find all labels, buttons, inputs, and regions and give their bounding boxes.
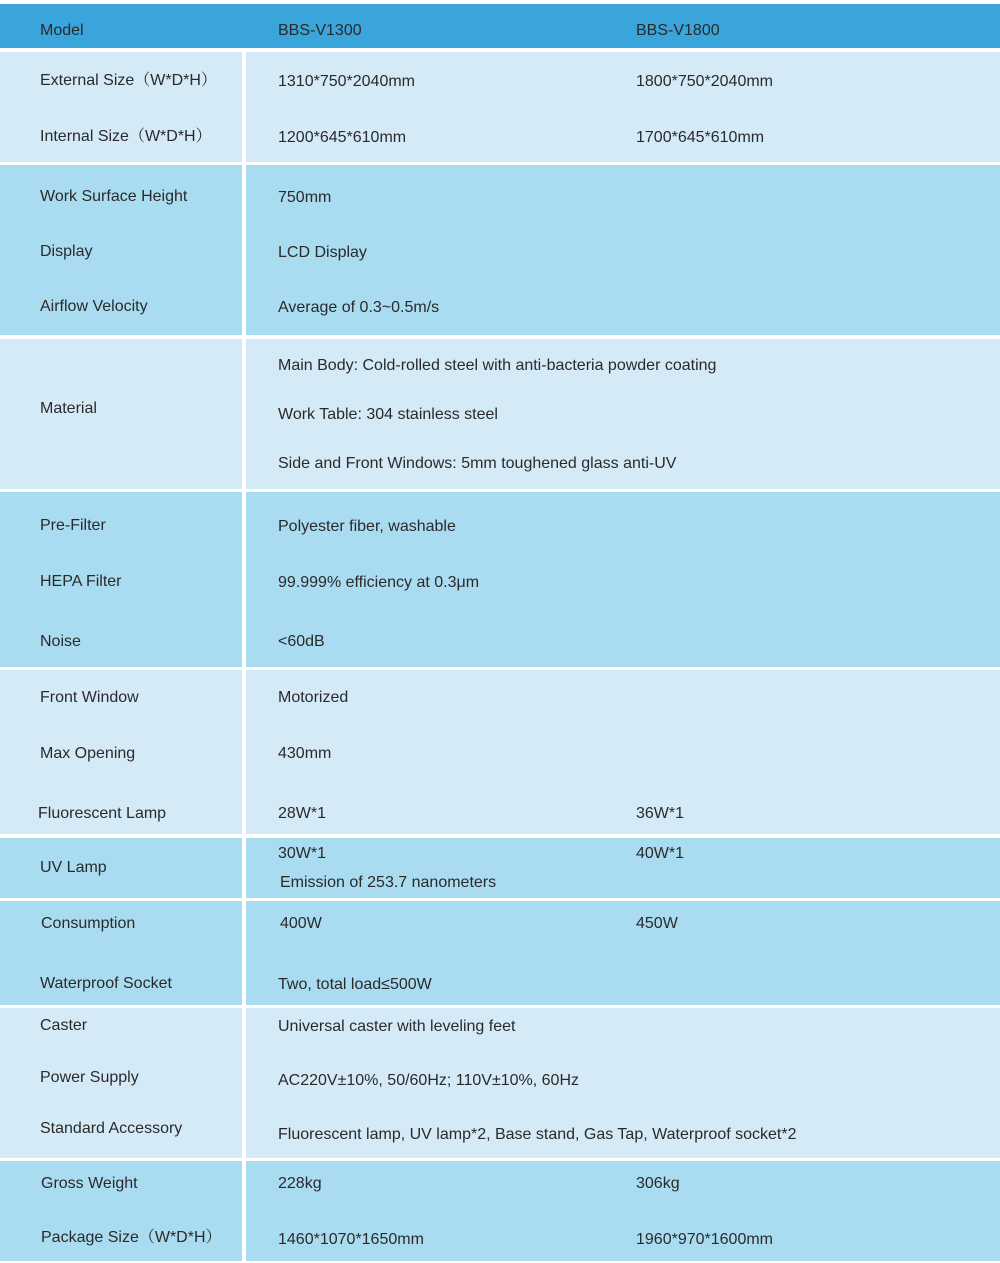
material-windows: Side and Front Windows: 5mm toughened glass anti-UV	[278, 455, 677, 472]
gross-weight-a: 228kg	[278, 1175, 322, 1192]
uv-lamp-section	[0, 838, 1000, 898]
consumption-a: 400W	[280, 915, 322, 932]
external-size-a: 1310*750*2040mm	[278, 73, 415, 90]
uv-lamp-a: 30W*1	[278, 845, 327, 862]
uv-lamp-note: Emission of 253.7 nanometers	[280, 874, 497, 891]
material-section	[0, 339, 1000, 489]
caster-value: Universal caster with leveling feet	[278, 1018, 516, 1035]
airflow-velocity-label: Airflow Velocity	[40, 298, 148, 315]
standard-accessory-value: Fluorescent lamp, UV lamp*2, Base stand, Gas Tap, Waterproof socket*2	[278, 1126, 797, 1143]
max-opening-label: Max Opening	[40, 745, 136, 762]
front-window-label: Front Window	[40, 689, 139, 706]
gross-weight-b: 306kg	[636, 1175, 680, 1192]
external-size-label: External Size（W*D*H）	[40, 72, 217, 89]
size-section	[0, 52, 1000, 162]
uv-lamp-b: 40W*1	[636, 845, 685, 862]
material-work-table: Work Table: 304 stainless steel	[278, 406, 498, 423]
pre-filter-value: Polyester fiber, washable	[278, 518, 456, 535]
package-size-a: 1460*1070*1650mm	[278, 1231, 424, 1248]
model-b-header: BBS-V1800	[636, 22, 720, 39]
noise-label: Noise	[40, 633, 81, 650]
package-size-b: 1960*970*1600mm	[636, 1231, 773, 1248]
caster-power-accessory-section	[0, 1008, 1000, 1158]
internal-size-label: Internal Size（W*D*H）	[40, 128, 212, 145]
fluorescent-lamp-b: 36W*1	[636, 805, 685, 822]
external-size-b: 1800*750*2040mm	[636, 73, 773, 90]
spec-header-row	[0, 4, 1000, 48]
fluorescent-lamp-a: 28W*1	[278, 805, 327, 822]
package-size-label: Package Size（W*D*H）	[41, 1229, 222, 1246]
surface-display-airflow-section	[0, 165, 1000, 335]
window-lamp-section	[0, 670, 1000, 834]
model-a-header: BBS-V1300	[278, 22, 362, 39]
internal-size-a: 1200*645*610mm	[278, 129, 407, 146]
model-header-label: Model	[40, 22, 84, 39]
consumption-b: 450W	[636, 915, 678, 932]
gross-weight-label: Gross Weight	[41, 1175, 138, 1192]
power-socket-section	[0, 901, 1000, 1005]
waterproof-socket-value: Two, total load≤500W	[278, 976, 432, 993]
standard-accessory-label: Standard Accessory	[40, 1120, 183, 1137]
airflow-velocity-value: Average of 0.3~0.5m/s	[278, 299, 440, 316]
max-opening-value: 430mm	[278, 745, 332, 762]
power-supply-value: AC220V±10%, 50/60Hz; 110V±10%, 60Hz	[278, 1072, 579, 1089]
front-window-value: Motorized	[278, 689, 349, 706]
caster-label: Caster	[40, 1017, 88, 1034]
work-surface-height-value: 750mm	[278, 189, 332, 206]
material-main-body: Main Body: Cold-rolled steel with anti-bacteria powder coating	[278, 357, 717, 374]
filter-noise-section	[0, 492, 1000, 667]
pre-filter-label: Pre-Filter	[40, 517, 106, 534]
hepa-filter-label: HEPA Filter	[40, 573, 122, 590]
fluorescent-lamp-label: Fluorescent Lamp	[38, 805, 167, 822]
power-supply-label: Power Supply	[40, 1069, 139, 1086]
uv-lamp-label: UV Lamp	[40, 859, 107, 876]
display-label: Display	[40, 243, 93, 260]
display-value: LCD Display	[278, 244, 367, 261]
consumption-label: Consumption	[41, 915, 136, 932]
waterproof-socket-label: Waterproof Socket	[40, 975, 172, 992]
noise-value: <60dB	[278, 633, 325, 650]
hepa-filter-value: 99.999% efficiency at 0.3μm	[278, 574, 480, 591]
internal-size-b: 1700*645*610mm	[636, 129, 765, 146]
work-surface-height-label: Work Surface Height	[40, 188, 188, 205]
material-label: Material	[40, 400, 97, 417]
weight-package-section	[0, 1161, 1000, 1261]
